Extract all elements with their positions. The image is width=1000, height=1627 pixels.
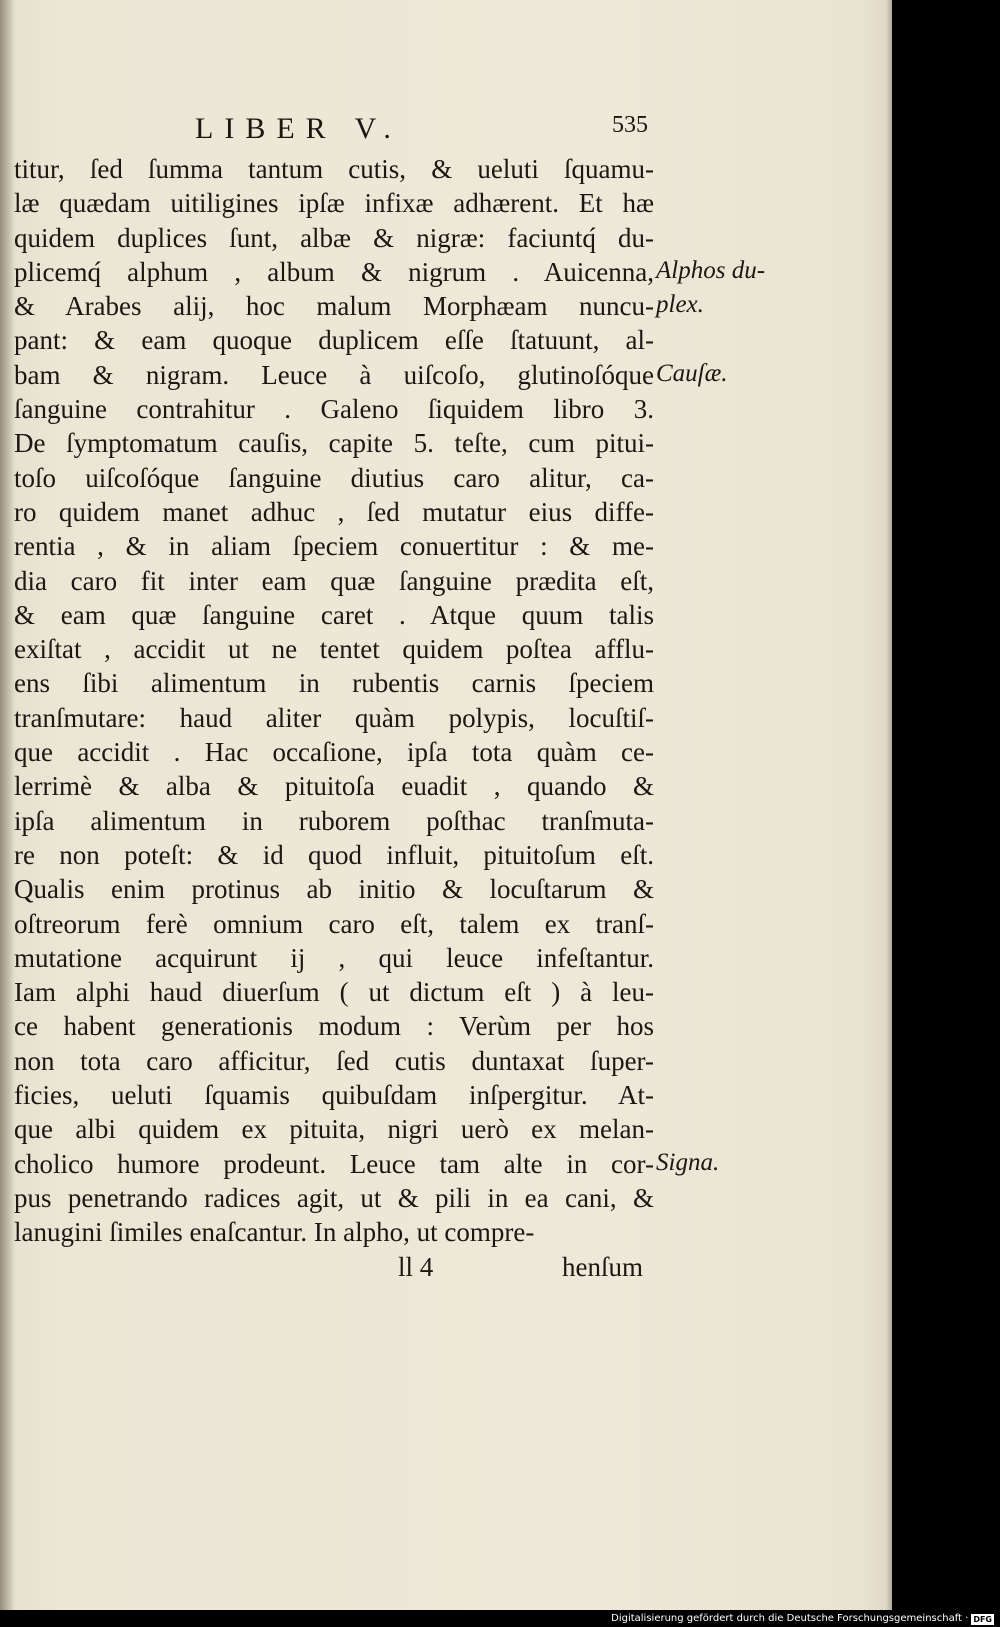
text-line: que accidit . Hac occaſione, ipſa tota quàm ce- [14,737,654,768]
digitization-footer [611,1612,994,1626]
text-line: re non poteſt: & id quod influit, pituitoſum eſt. [14,839,654,870]
page-edge [886,0,892,1610]
marginal-note: Alphos du- [656,256,766,284]
text-line: Qualis enim protinus ab initio & locuſtarum & [14,874,654,905]
text-line: que albi quidem ex pituita, nigri uerò ex melan- [14,1114,654,1145]
text-line: pus penetrando radices agit, ut & pili in ea cani, & [14,1182,654,1213]
text-line: titur, ſed ſumma tantum cutis, & ueluti ſquamu- [14,154,654,184]
marginal-note: plex. [656,291,704,319]
text-line: toſo uiſcoſóque ſanguine diutius caro alitur, ca- [14,462,654,493]
text-line: læ quædam uitiligines ipſæ infixæ adhærent. Et hæ [14,188,654,219]
text-line: De ſymptomatum cauſis, capite 5. teſte, cum pitui- [14,428,654,459]
text-line: lanugini ſimiles enaſcantur. In alpho, ut compre- [14,1217,535,1248]
footer-credit: Digitalisierung gefördert durch die Deutsche Forschungsgemeinschaft · [611,1613,969,1624]
gutter-shadow [0,0,14,1610]
text-line: dia caro fit inter eam quæ ſanguine prædita eſt, [14,565,654,596]
text-line: non tota caro afficitur, ſed cutis duntaxat ſuper- [14,1045,654,1076]
text-line: ficies, ueluti ſquamis quibuſdam inſpergitur. At- [14,1080,654,1111]
marginal-note: Signa. [656,1148,720,1176]
dfg-logo: DFG [973,1614,992,1624]
text-line: lerrimè & alba & pituitoſa euadit , quando & [14,771,654,802]
text-line: Iam alphi haud diuerſum ( ut dictum eſt ) à leu- [14,977,654,1008]
text-line: quidem duplices ſunt, albæ & nigræ: faciuntq́ du- [14,222,654,253]
text-line: ipſa alimentum in ruborem poſthac tranſmuta- [14,805,654,836]
running-head-title: LIBER V. [195,112,402,145]
text-line: bam & nigram. Leuce à uiſcoſo, glutinoſóque [14,359,654,390]
text-line: plicemq́ alphum , album & nigrum . Auicenna, [14,256,654,287]
catchword: henſum [562,1252,643,1282]
signature-mark: ll 4 [398,1252,434,1282]
body-text [14,152,654,1250]
text-line: ſanguine contrahitur . Galeno ſiquidem libro 3. [14,394,654,425]
text-line: cholico humore prodeunt. Leuce tam alte in cor- [14,1148,654,1179]
text-line: pant: & eam quoque duplicem eſſe ſtatuunt, al- [14,325,654,356]
text-line: ens ſibi alimentum in rubentis carnis ſpeciem [14,668,654,699]
text-line: tranſmutare: haud aliter quàm polypis, locuſtiſ- [14,702,654,733]
text-line: mutatione acquirunt ij , qui leuce infeſtantur. [14,942,654,973]
text-line: ce habent generationis modum : Verùm per hos [14,1011,654,1042]
text-line: ro quidem manet adhuc , ſed mutatur eius diffe- [14,496,654,527]
text-line: oſtreorum ferè omnium caro eſt, talem ex tranſ- [14,908,654,939]
text-line: rentia , & in aliam ſpeciem conuertitur : & me- [14,531,654,562]
page-number: 535 [612,112,648,138]
text-line: & eam quæ ſanguine caret . Atque quum talis [14,599,654,630]
running-head [0,112,892,152]
text-line: exiſtat , accidit ut ne tentet quidem poſtea afflu- [14,634,654,665]
marginal-note: Cauſæ. [656,359,728,387]
text-line: & Arabes alij, hoc malum Morphæam nuncu- [14,291,654,322]
